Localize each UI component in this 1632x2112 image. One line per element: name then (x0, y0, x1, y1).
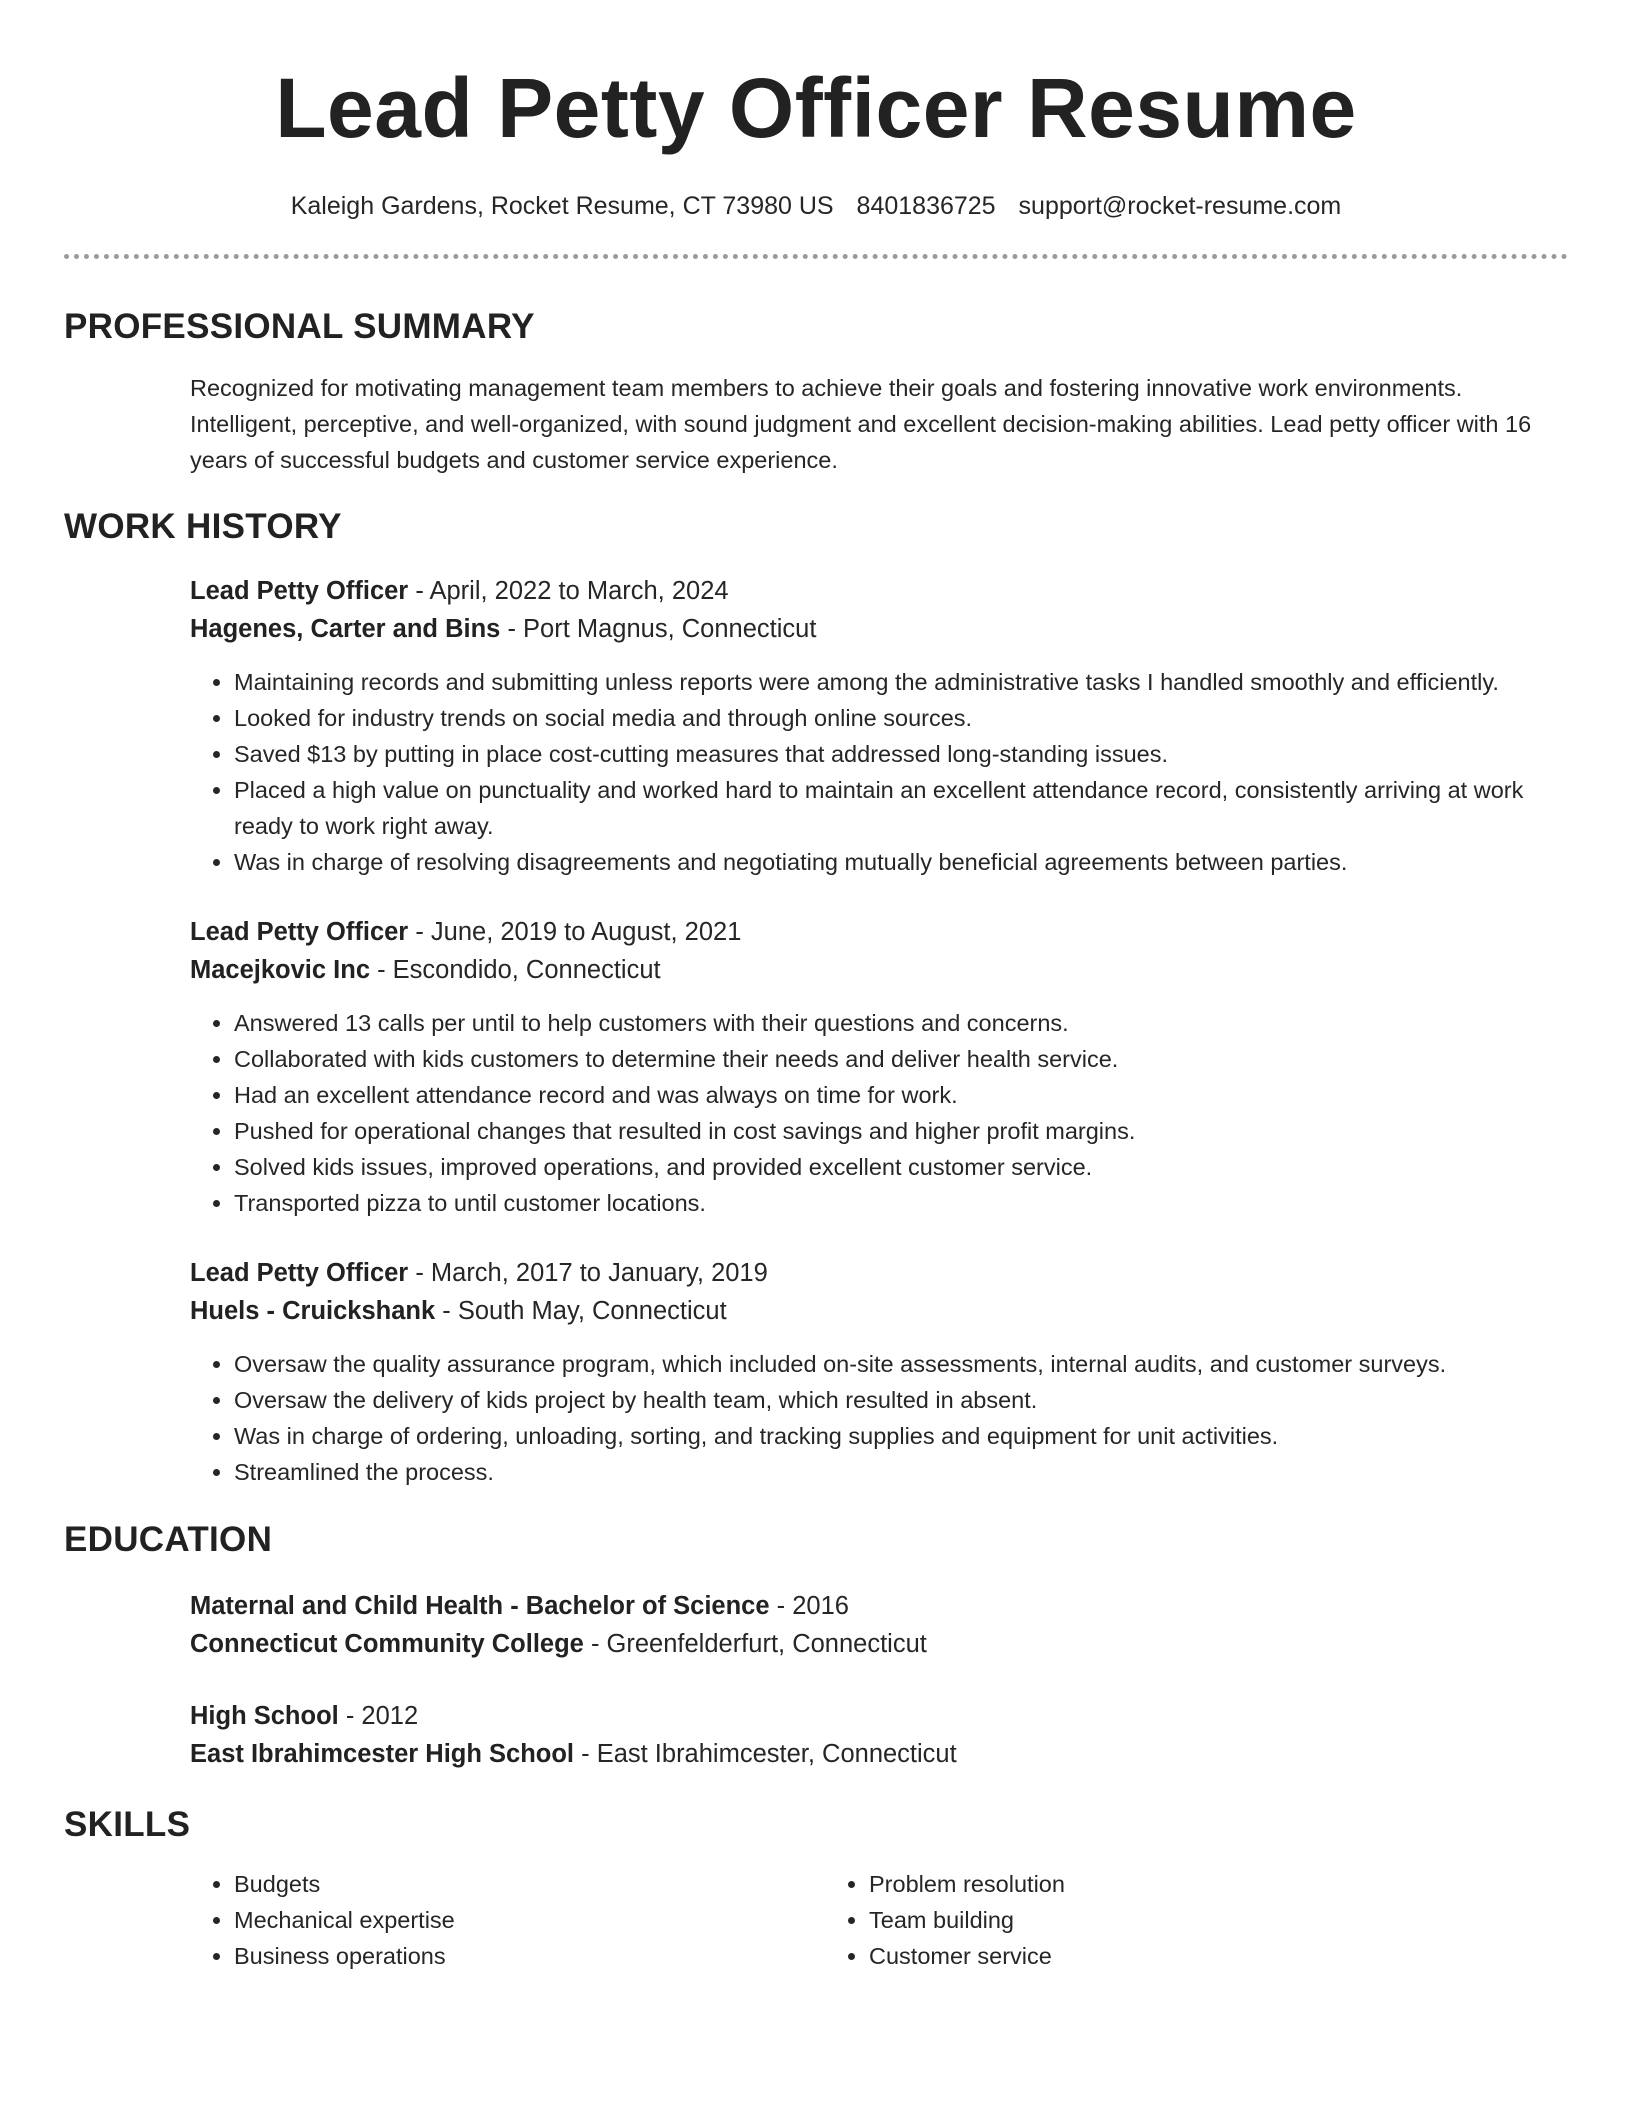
degree-line (190, 1587, 1568, 1625)
job-title: Lead Petty Officer (190, 918, 409, 946)
contact-phone: 8401836725 (856, 192, 996, 220)
header-divider (64, 254, 1568, 259)
summary-text: Recognized for motivating management team members to achieve their goals and fostering innovative work environments. Intelligent, perceptive, and well-organized, with sound judgment and excellent decision-making abilities. Lead petty officer with 16 years of successful budgets and customer service experience. (190, 375, 1532, 473)
skill-item: • Team building (869, 1902, 1460, 1938)
education-section (64, 1518, 1568, 1773)
job-title: Lead Petty Officer (190, 577, 409, 605)
skills-heading: SKILLS (64, 1805, 191, 1844)
skill-item: • Customer service (869, 1938, 1460, 1974)
job-bullet: • Transported pizza to until customer locations. (234, 1185, 1568, 1221)
degree-name: Maternal and Child Health - Bachelor of Science (190, 1592, 770, 1620)
skill-item: • Business operations (234, 1938, 825, 1974)
job-dates: - March, 2017 to January, 2019 (408, 1259, 768, 1287)
job-title-line (190, 913, 1568, 951)
job-company-line (190, 1292, 1568, 1330)
degree-name: High School (190, 1702, 339, 1730)
job-bullet: • Streamlined the process. (234, 1454, 1568, 1490)
page-title: Lead Petty Officer Resume (275, 61, 1357, 155)
skill-item: • Problem resolution (869, 1866, 1460, 1902)
degree-year: - 2016 (769, 1592, 849, 1620)
skills-list-right (825, 1866, 1460, 1974)
job-bullet: • Maintaining records and submitting unless reports were among the administrative tasks I handled smoothly and efficiently. (234, 664, 1568, 700)
skills-columns (190, 1866, 1568, 1974)
job-company-line (190, 610, 1568, 648)
contact-info (64, 190, 1568, 222)
job-bullet: • Saved $13 by putting in place cost-cutting measures that addressed long-standing issues. (234, 736, 1568, 772)
job-location: - Escondido, Connecticut (370, 956, 661, 984)
job-company: Hagenes, Carter and Bins (190, 615, 501, 643)
job-bullet: • Was in charge of ordering, unloading, sorting, and tracking supplies and equipment for unit activities. (234, 1418, 1568, 1454)
degree-line (190, 1697, 1568, 1735)
job-company: Macejkovic Inc (190, 956, 371, 984)
degree-year: - 2012 (338, 1702, 419, 1730)
job-location: - South May, Connecticut (435, 1297, 727, 1325)
school-line (190, 1735, 1568, 1773)
job-location: - Port Magnus, Connecticut (500, 615, 817, 643)
job-bullet: • Looked for industry trends on social media and through online sources. (234, 700, 1568, 736)
school-location: - East Ibrahimcester, Connecticut (574, 1740, 957, 1768)
contact-address: Kaleigh Gardens, Rocket Resume, CT 73980 US (290, 192, 834, 220)
education-entry (190, 1587, 1568, 1663)
job-company: Huels - Cruickshank (190, 1297, 436, 1325)
job-title: Lead Petty Officer (190, 1259, 409, 1287)
job-bullet: • Was in charge of resolving disagreements and negotiating mutually beneficial agreements between parties. (234, 844, 1568, 880)
work-history-section (64, 505, 1568, 1490)
school-name: Connecticut Community College (190, 1630, 584, 1658)
job-bullet: • Pushed for operational changes that resulted in cost savings and higher profit margins. (234, 1113, 1568, 1149)
job-entry (190, 913, 1568, 1221)
job-dates: - June, 2019 to August, 2021 (408, 918, 742, 946)
job-bullets (190, 1346, 1568, 1490)
job-title-line (190, 572, 1568, 610)
school-line (190, 1625, 1568, 1663)
job-bullet: • Oversaw the quality assurance program, which included on-site assessments, internal audits, and customer surveys. (234, 1346, 1568, 1382)
job-entry (190, 572, 1568, 880)
job-bullets (190, 1005, 1568, 1221)
job-title-line (190, 1254, 1568, 1292)
skills-section (64, 1803, 1568, 1974)
education-entry (190, 1697, 1568, 1773)
job-bullet: • Had an excellent attendance record and was always on time for work. (234, 1077, 1568, 1113)
job-bullet: • Placed a high value on punctuality and worked hard to maintain an excellent attendance record, consistently arriving at work ready to work right away. (234, 772, 1568, 844)
job-bullet: • Oversaw the delivery of kids project by health team, which resulted in absent. (234, 1382, 1568, 1418)
education-heading: EDUCATION (64, 1520, 273, 1559)
job-bullet: • Solved kids issues, improved operations, and provided excellent customer service. (234, 1149, 1568, 1185)
job-company-line (190, 951, 1568, 989)
work-history-heading: WORK HISTORY (64, 507, 342, 546)
job-dates: - April, 2022 to March, 2024 (408, 577, 729, 605)
school-name: East Ibrahimcester High School (190, 1740, 575, 1768)
skills-list-left (190, 1866, 825, 1974)
school-location: - Greenfelderfurt, Connecticut (583, 1630, 927, 1658)
job-bullet: • Collaborated with kids customers to determine their needs and deliver health service. (234, 1041, 1568, 1077)
contact-email: support@rocket-resume.com (1018, 192, 1342, 220)
summary-heading: PROFESSIONAL SUMMARY (64, 307, 535, 346)
skill-item: • Budgets (234, 1866, 825, 1902)
job-bullet: • Answered 13 calls per until to help customers with their questions and concerns. (234, 1005, 1568, 1041)
job-entry (190, 1254, 1568, 1490)
job-bullets (190, 664, 1568, 880)
skill-item: • Mechanical expertise (234, 1902, 825, 1938)
summary-section (64, 305, 1568, 478)
